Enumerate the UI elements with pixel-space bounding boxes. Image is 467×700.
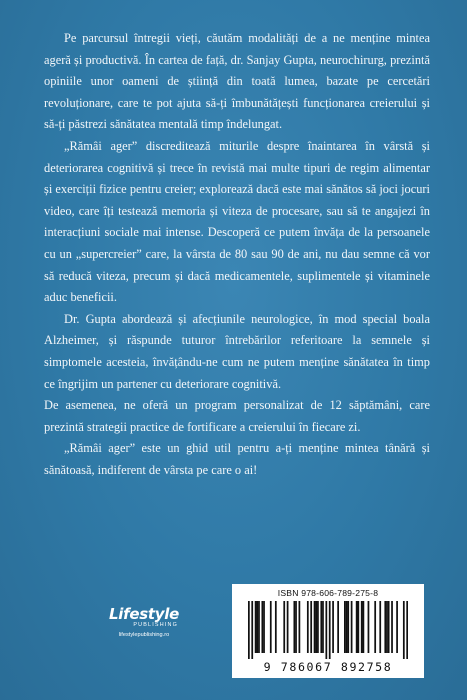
barcode-bar — [310, 601, 312, 653]
barcode-bar — [293, 601, 295, 653]
barcode-bars-icon — [248, 601, 408, 659]
barcode-bar — [261, 601, 263, 653]
barcode-bar — [368, 601, 370, 653]
barcode-bar — [317, 601, 319, 653]
barcode-bar — [379, 601, 381, 653]
barcode-bar — [275, 601, 277, 653]
barcode-bar — [386, 601, 388, 653]
barcode-bar — [388, 601, 390, 653]
barcode-bar — [361, 601, 363, 653]
barcode-bar — [406, 601, 408, 659]
barcode-bar — [283, 601, 285, 653]
barcode-bar — [403, 601, 405, 659]
barcode-digits: 9 786067 892758 — [263, 660, 393, 674]
barcode-bar — [329, 601, 331, 659]
barcode-bar — [374, 601, 376, 653]
barcode-bar — [315, 601, 317, 653]
barcode-bar — [344, 601, 346, 653]
barcode-bar — [263, 601, 265, 653]
barcode-bar — [347, 601, 349, 653]
barcode-bar — [255, 601, 257, 653]
barcode-bar — [320, 601, 322, 653]
barcode-bar — [351, 601, 353, 653]
barcode-bar — [251, 601, 253, 659]
barcode-bar — [307, 601, 309, 653]
barcode-bar — [295, 601, 297, 653]
barcode-bar — [248, 601, 250, 659]
barcode-bar — [357, 601, 359, 653]
barcode-bar — [322, 601, 324, 653]
barcode-bar — [258, 601, 260, 653]
barcode-bar — [391, 601, 393, 653]
barcode-bar — [287, 601, 289, 653]
isbn-label: ISBN 978-606-789-275-8 — [277, 588, 379, 598]
publisher-url: lifestylepublishing.ro — [118, 632, 170, 638]
barcode-bar — [270, 601, 272, 653]
barcode-bar — [337, 601, 339, 653]
blurb-paragraph-3: Dr. Gupta abordează și afecțiunile neurologice, în mod special boala Alzheimer, și răspunde tuturor întrebărilor referitoare la semnele și simptomele acesteia, învățându-ne cum ne putem menține sănătatea în timp ce îngrijim un partener cu deteriorare cognitivă. — [44, 311, 430, 391]
barcode-bar — [363, 601, 365, 653]
barcode-bar — [356, 601, 358, 653]
blurb-paragraph-5: „Rămâi ager” este un ghid util pentru a-ți menține mintea tânără și sănătoasă, indiferent de vârsta pe care o ai! — [44, 441, 430, 477]
publisher-logo-subtitle: PUBLISHING — [133, 622, 178, 628]
barcode-bar — [346, 601, 348, 653]
barcode-bar — [256, 601, 258, 653]
barcode-bar — [325, 601, 327, 659]
blurb-paragraph-2: „Rămâi ager” discreditează miturile despre înaintarea în vârstă și deteriorarea cognitivă și trece în revistă mai multe tipuri de regim alimentar și exerciții fizice pentru creier; explorează dacă este mai sănătos să joci jocuri video, care îți testează memoria și viteza de procesare, sau să te angajezi în interacțiuni sociale mai intense. Descoperă ce putem învăța de la persoanele cu un „supercreier” care, la vârsta de 80 sau 90 de ani, nu dau semne că vor să reducă viteza, precum și dacă medicamentele, suplimentele și vitaminele aduc beneficii. — [44, 138, 430, 305]
publisher-logo-name: Lifestyle — [109, 605, 179, 623]
barcode-bar — [314, 601, 316, 653]
publisher-logo — [104, 606, 184, 638]
blurb-paragraph-1: Pe parcursul întregii vieți, căutăm modalități de a ne menține mintea ageră și productivă. În cartea de față, dr. Sanjay Gupta, neurochirurg, prezintă opiniile unor oameni de știință din toată lumea, bazate pe cercetări revoluționare, care te pot ajuta să-ți îmbunătățești funcționarea creierului și să-ți păstrezi sănătatea mentală timp îndelungat. — [44, 31, 430, 132]
barcode-bar — [332, 601, 334, 653]
blurb-text — [44, 28, 430, 481]
blurb-paragraph-4: De asemenea, ne oferă un program personalizat de 12 săptămâni, care prezintă strategii practice de fortificare a creierului în fiecare zi. — [44, 398, 430, 434]
barcode-bar — [384, 601, 386, 653]
isbn-barcode — [232, 584, 424, 678]
barcode-bar — [396, 601, 398, 653]
barcode-bar — [299, 601, 301, 653]
